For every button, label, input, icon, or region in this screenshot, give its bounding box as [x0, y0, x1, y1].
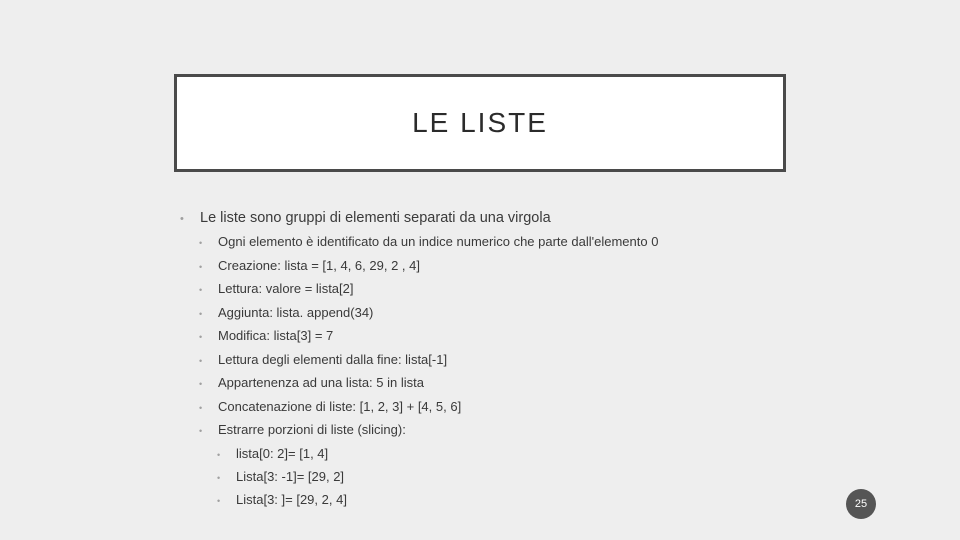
sub-bullet-text: Estrarre porzioni di liste (slicing): — [218, 422, 406, 437]
sub-bullet-text: Lettura degli elementi dalla fine: lista[-1] — [218, 351, 448, 367]
bullet-dot-icon: • — [217, 495, 221, 506]
bullet-dot-icon: • — [199, 402, 203, 413]
bullet-dot-icon: • — [180, 213, 184, 225]
bullet-dot-icon: • — [199, 238, 203, 248]
bullet-dot-icon: • — [217, 472, 221, 483]
sub-sub-bullet-item — [180, 465, 800, 488]
sub-sub-bullet-text: Lista[3: -1]= [29, 2] — [236, 468, 345, 484]
bullet-dot-icon: • — [199, 308, 203, 319]
sub-sub-bullet-item — [180, 488, 800, 511]
sub-bullet-item — [180, 348, 800, 372]
sub-bullet-text: Aggiunta: lista. append(34) — [218, 304, 374, 320]
sub-bullet-item — [180, 230, 800, 254]
sub-sub-bullet-text: Lista[3: ]= [29, 2, 4] — [236, 491, 347, 507]
bullet-dot-icon: • — [199, 285, 203, 295]
bullet-dot-icon: • — [199, 426, 203, 436]
bullet-dot-icon: • — [199, 261, 203, 272]
sub-bullet-item — [180, 301, 800, 325]
sub-bullet-text: Concatenazione di liste: [1, 2, 3] + [4, 5, 6] — [218, 398, 462, 414]
bullet-list — [180, 206, 800, 511]
sub-sub-bullet-item — [180, 442, 800, 465]
bullet-dot-icon: • — [199, 355, 203, 366]
bullet-dot-icon: • — [217, 449, 221, 460]
sub-bullet-item — [180, 395, 800, 419]
slide-title: LE LISTE — [412, 107, 548, 138]
bullet-dot-icon: • — [199, 332, 203, 342]
sub-bullet-text: Appartenenza ad una lista: 5 in lista — [218, 375, 424, 390]
page-number-badge — [846, 489, 876, 519]
sub-bullet-text: Creazione: lista = [1, 4, 6, 29, 2 , 4] — [218, 257, 420, 273]
page-number: 25 — [854, 498, 868, 510]
title-box — [174, 74, 786, 172]
bullet-dot-icon: • — [199, 379, 203, 389]
sub-bullet-text: Modifica: lista[3] = 7 — [218, 328, 334, 343]
sub-bullet-item — [180, 418, 800, 442]
bullet-item — [180, 206, 800, 230]
sub-bullet-item — [180, 371, 800, 395]
sub-bullet-text: Ogni elemento è identificato da un indice numerico che parte dall'elemento 0 — [218, 234, 659, 249]
sub-bullet-item — [180, 324, 800, 348]
sub-bullet-item — [180, 254, 800, 278]
sub-bullet-text: Lettura: valore = lista[2] — [218, 281, 354, 296]
sub-sub-bullet-text: lista[0: 2]= [1, 4] — [236, 445, 329, 461]
bullet-text: Le liste sono gruppi di elementi separati da una virgola — [200, 210, 551, 226]
sub-bullet-item — [180, 277, 800, 301]
